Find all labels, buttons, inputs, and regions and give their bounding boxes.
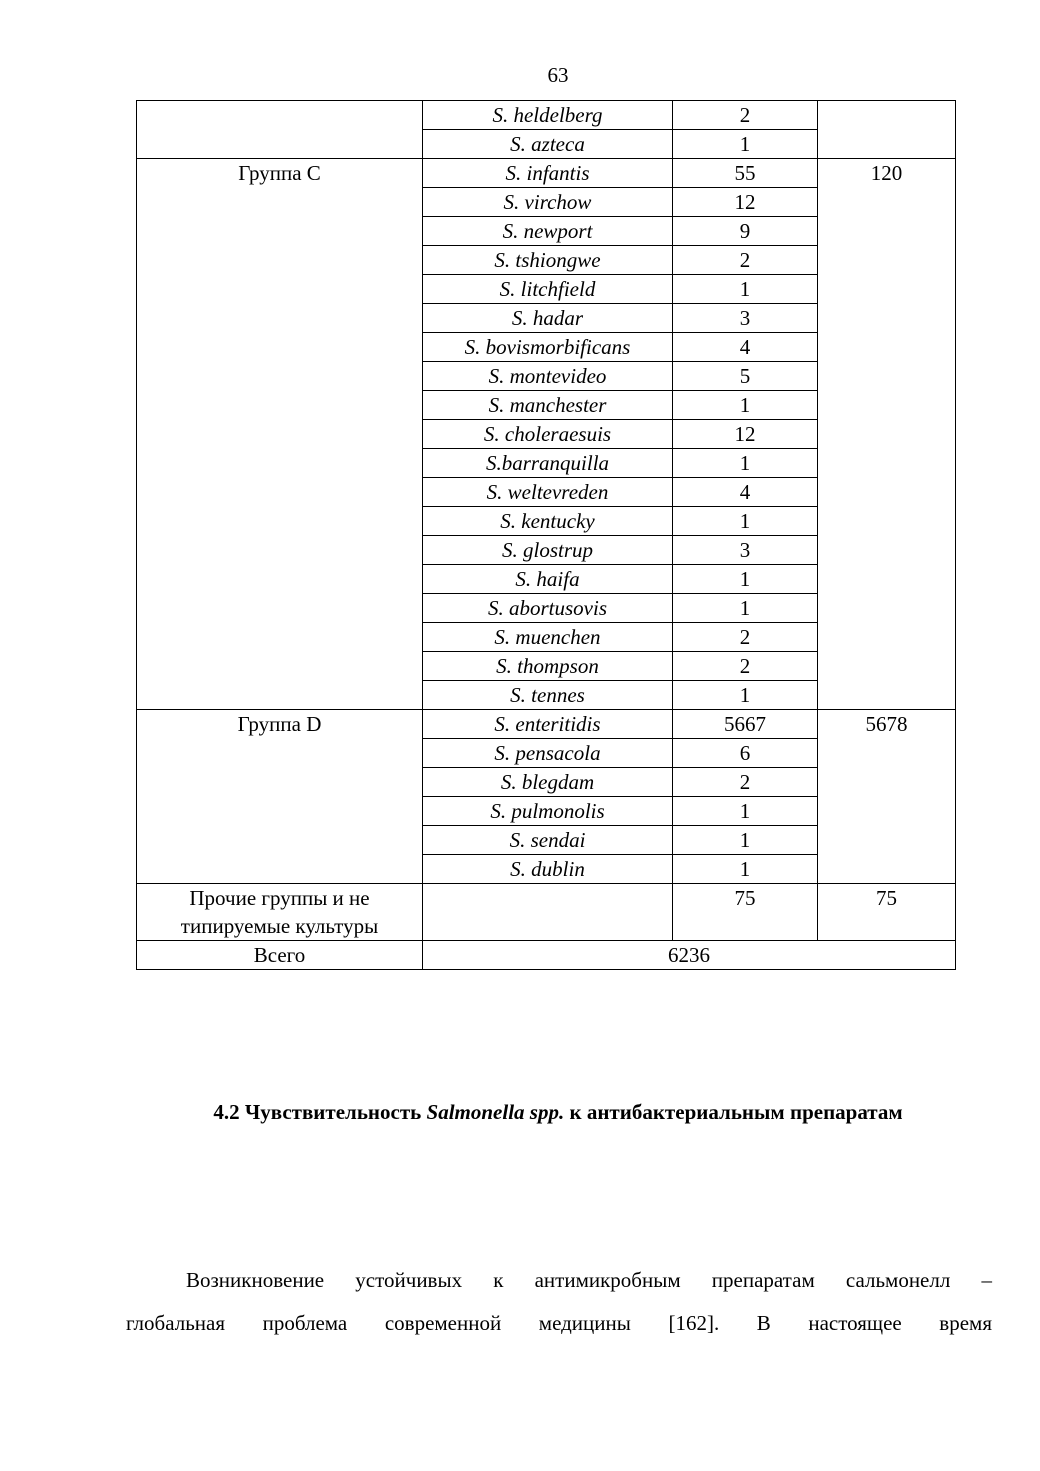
serotype-cell: S. hadar: [423, 304, 673, 333]
count-cell: 1: [673, 681, 818, 710]
serotype-cell: S. infantis: [423, 159, 673, 188]
count-cell: 2: [673, 652, 818, 681]
serotype-cell: S.barranquilla: [423, 449, 673, 478]
section-heading-prefix: 4.2 Чувствительность: [213, 1100, 427, 1124]
serotype-cell: S. sendai: [423, 826, 673, 855]
count-cell: 4: [673, 478, 818, 507]
count-cell: 1: [673, 826, 818, 855]
serotype-cell: S. tennes: [423, 681, 673, 710]
serotype-cell: S. blegdam: [423, 768, 673, 797]
count-cell: 2: [673, 246, 818, 275]
serotype-cell: S. thompson: [423, 652, 673, 681]
count-cell: 6: [673, 739, 818, 768]
table-row-total: [137, 941, 956, 970]
serotype-cell: S. choleraesuis: [423, 420, 673, 449]
count-cell: 1: [673, 391, 818, 420]
serotype-cell: S. newport: [423, 217, 673, 246]
group-cell-continued: [137, 101, 423, 159]
serotype-cell: S. muenchen: [423, 623, 673, 652]
count-cell: 1: [673, 797, 818, 826]
count-cell: 2: [673, 768, 818, 797]
group-total-cell: 5678: [818, 710, 956, 884]
count-cell: 4: [673, 333, 818, 362]
serotype-cell: S. manchester: [423, 391, 673, 420]
other-serotype-cell: [423, 884, 673, 941]
section-heading-suffix: к антибактериальным препаратам: [564, 1100, 903, 1124]
count-cell: 2: [673, 623, 818, 652]
serotype-cell: S. azteca: [423, 130, 673, 159]
serotype-cell: S. haifa: [423, 565, 673, 594]
other-count-cell: 75: [673, 884, 818, 941]
body-text-line-2: глобальная проблема современной медицины [162]. В настоящее время: [126, 1311, 992, 1335]
table-row: [137, 101, 956, 130]
table-body: [137, 101, 956, 970]
section-heading: [0, 1098, 1040, 1126]
serotype-cell: S. pensacola: [423, 739, 673, 768]
count-cell: 12: [673, 420, 818, 449]
count-cell: 3: [673, 304, 818, 333]
table-row: [137, 710, 956, 739]
count-cell: 1: [673, 855, 818, 884]
count-cell: 12: [673, 188, 818, 217]
section-heading-italic: Salmonella spp.: [426, 1100, 565, 1124]
total-value-cell: 6236: [423, 941, 956, 970]
count-cell: 1: [673, 507, 818, 536]
serotype-table: [136, 100, 956, 970]
count-cell: 1: [673, 594, 818, 623]
body-text-line-1: Возникновение устойчивых к антимикробным препаратам сальмонелл –: [186, 1268, 992, 1292]
serotype-cell: S. dublin: [423, 855, 673, 884]
serotype-cell: S. heldelberg: [423, 101, 673, 130]
page-number: 63: [547, 63, 569, 87]
count-cell: 5667: [673, 710, 818, 739]
other-label-cell: Прочие группы и не типируемые культуры: [137, 884, 423, 941]
serotype-cell: S. montevideo: [423, 362, 673, 391]
total-label-cell: Всего: [137, 941, 423, 970]
count-cell: 1: [673, 565, 818, 594]
group-label-cell: Группа D: [137, 710, 423, 884]
table-row-other: [137, 884, 956, 941]
table-row: [137, 159, 956, 188]
serotype-cell: S. abortusovis: [423, 594, 673, 623]
count-cell: 55: [673, 159, 818, 188]
serotype-cell: S. virchow: [423, 188, 673, 217]
serotype-cell: S. litchfield: [423, 275, 673, 304]
group-label-cell: Группа С: [137, 159, 423, 710]
serotype-cell: S. weltevreden: [423, 478, 673, 507]
count-cell: 1: [673, 275, 818, 304]
group-total-cell: 120: [818, 159, 956, 710]
serotype-cell: S. glostrup: [423, 536, 673, 565]
serotype-cell: S. kentucky: [423, 507, 673, 536]
serotype-cell: S. enteritidis: [423, 710, 673, 739]
count-cell: 3: [673, 536, 818, 565]
group-total-cell-continued: [818, 101, 956, 159]
count-cell: 5: [673, 362, 818, 391]
count-cell: 1: [673, 449, 818, 478]
count-cell: 2: [673, 101, 818, 130]
serotype-cell: S. tshiongwe: [423, 246, 673, 275]
other-total-cell: 75: [818, 884, 956, 941]
count-cell: 9: [673, 217, 818, 246]
count-cell: 1: [673, 130, 818, 159]
serotype-cell: S. pulmonolis: [423, 797, 673, 826]
serotype-cell: S. bovismorbificans: [423, 333, 673, 362]
